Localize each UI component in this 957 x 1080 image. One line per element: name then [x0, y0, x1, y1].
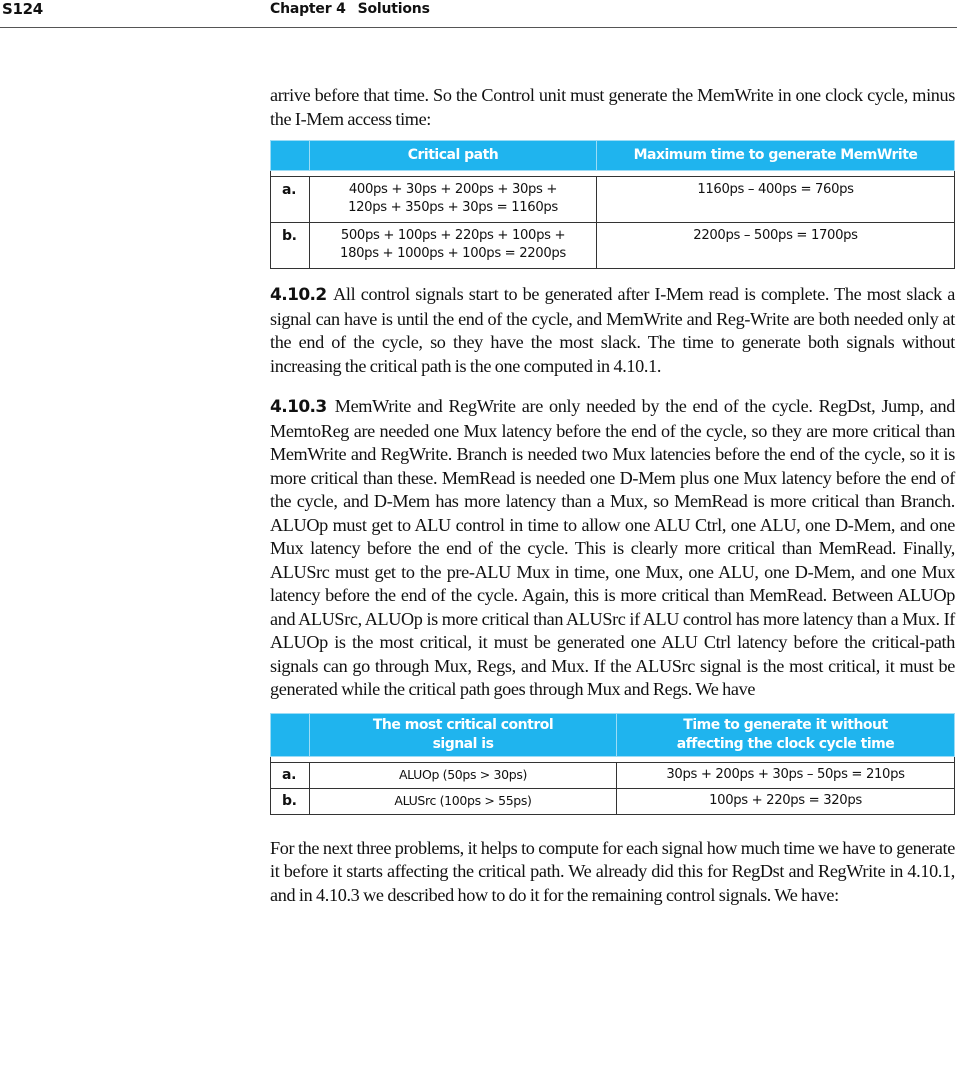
cell-line: 400ps + 30ps + 200ps + 30ps +: [348, 182, 558, 197]
table-header-blank: [271, 713, 310, 756]
table-header-row: [271, 713, 955, 756]
row-label: a.: [271, 762, 310, 788]
cell-line: 180ps + 1000ps + 100ps = 2200ps: [340, 246, 566, 261]
max-time-cell: 1160ps – 400ps = 760ps: [597, 177, 955, 223]
page-body: [270, 84, 955, 907]
table-row: [271, 177, 955, 223]
cell-line: 120ps + 350ps + 30ps = 1160ps: [348, 200, 558, 215]
running-head: [270, 1, 430, 17]
intro-paragraph: arrive before that time. So the Control unit must generate the MemWrite in one clock cycle, minus the I-Mem access time:: [270, 85, 955, 129]
header-line: affecting the clock cycle time: [676, 735, 895, 752]
page-header: [0, 0, 957, 28]
signal-cell: ALUSrc (100ps > 55ps): [310, 788, 617, 814]
memwrite-timing-table: [270, 140, 955, 269]
table-header: [617, 713, 955, 756]
table-header: Critical path: [310, 141, 597, 171]
header-line: The most critical control: [372, 716, 554, 733]
table-header: Maximum time to generate MemWrite: [597, 141, 955, 171]
table-row: [271, 223, 955, 269]
section-number: 4.10.2: [270, 285, 327, 305]
time-cell: 30ps + 200ps + 30ps – 50ps = 210ps: [617, 762, 955, 788]
table-row: [271, 762, 955, 788]
section-text: MemWrite and RegWrite are only needed by the end of the cycle. RegDst, Jump, and MemtoReg are needed one Mux latency before the end of the cycle, so they are more critical than MemWrite and RegWrite. Branch is needed two Mux latencies before the end of the cycle, so it is more critical than these. MemRead is needed one D-Mem plus one Mux latency before the end of the cycle, and D-Mem has more latency than a Mux, so MemRead is more critical than Branch. ALUOp must get to ALU control in time to allow one ALU Ctrl, one ALU, one D-Mem, and one Mux latency before the end of the cycle. This is clearly more critical than MemRead. Finally, ALUSrc must get to the pre-ALU Mux in time, one Mux, one ALU, one D-Mem, and one Mux latency before the end of the cycle. Again, this is more critical than MemRead. Between ALUOp and ALUSrc, ALUOp is more critical than ALUSrc if ALU control has more latency than a Mux. If ALUOp is the most critical, it must be generated one ALU Ctrl latency before the critical-path signals can go through Mux, Regs, and Mux. If the ALUSrc signal is the most critical, it must be generated while the critical path goes through Mux and Regs. We have: [270, 396, 955, 699]
section-number: 4.10.3: [270, 397, 327, 417]
section-text: All control signals start to be generated after I-Mem read is complete. The most slack a signal can have is until the end of the cycle, and MemWrite and Reg-Write are both needed only at the end of the cycle, so they have the most slack. The time to generate both signals without increasing the critical path is the one computed in 4.10.1.: [270, 284, 955, 376]
section-label: Solutions: [357, 1, 430, 17]
time-cell: 100ps + 220ps = 320ps: [617, 788, 955, 814]
max-time-cell: 2200ps – 500ps = 1700ps: [597, 223, 955, 269]
page-number: S124: [2, 0, 43, 18]
header-line: Time to generate it without: [683, 716, 888, 733]
table-row: [271, 788, 955, 814]
paragraph-4-10-3: [270, 395, 955, 702]
row-label: b.: [271, 223, 310, 269]
signal-cell: ALUOp (50ps > 30ps): [310, 762, 617, 788]
critical-signal-table: [270, 713, 955, 815]
cell-line: 500ps + 100ps + 220ps + 100ps +: [340, 228, 566, 243]
paragraph-4-10-2: [270, 283, 955, 378]
table-header-blank: [271, 141, 310, 171]
header-line: signal is: [432, 735, 494, 752]
row-label: a.: [271, 177, 310, 223]
row-label: b.: [271, 788, 310, 814]
chapter-label: Chapter 4: [270, 1, 346, 17]
closing-paragraph: For the next three problems, it helps to compute for each signal how much time we have to generate it before it starts affecting the critical path. We already did this for RegDst and RegWrite in 4.10.1, and in 4.10.3 we described how to do it for the remaining control signals. We have:: [270, 837, 955, 905]
critical-path-cell: [310, 223, 597, 269]
table-header-row: [271, 141, 955, 171]
critical-path-cell: [310, 177, 597, 223]
table-header: [310, 713, 617, 756]
